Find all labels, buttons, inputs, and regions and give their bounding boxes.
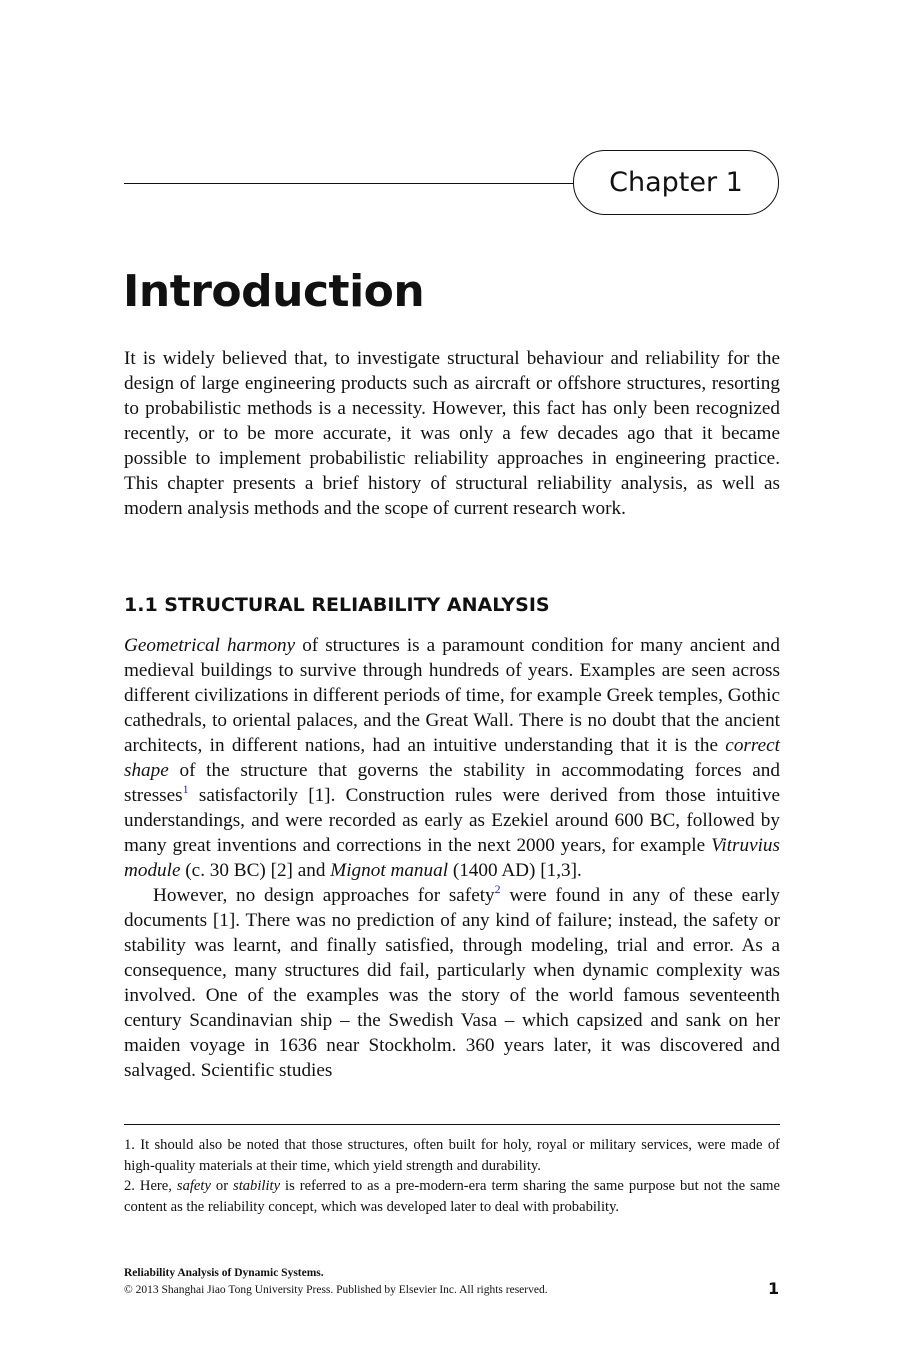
- text-segment: Vitruvius module: [124, 835, 780, 881]
- footnote-marker[interactable]: 2: [494, 882, 501, 896]
- chapter-label-box: [573, 150, 779, 215]
- footnote-1: [124, 1135, 780, 1176]
- text-segment: (c. 30 BC) [2] and: [180, 860, 331, 881]
- chapter-title: Introduction: [123, 266, 425, 317]
- text-segment: were found in any of these early documents [1]. There was no prediction of any kind of failure; instead, the safety or stability was learnt, and finally satisfied, through modeling, trial and error. As a consequence, many structures did fail, particularly when dynamic complexity was involved. One of the examples was the story of the world famous seventeenth century Scandinavian ship – the Swedish Vasa – which capsized and sank on her maiden voyage in 1636 near Stockholm. 360 years later, it was discovered and salvaged. Scientific studies: [124, 885, 780, 1081]
- text-segment: Geometrical harmony: [124, 635, 296, 656]
- text-segment: correct shape: [124, 735, 780, 781]
- text-segment: (1400 AD) [1,3].: [448, 860, 582, 881]
- chapter-label: Chapter 1: [609, 167, 743, 198]
- section-body: [124, 633, 780, 1083]
- text-segment: satisfactorily [1]. Construction rules were derived from those intuitive understandings, and were recorded as early as Ezekiel around 600 BC, followed by many great inventions and corrections in the next 2000 years, for example: [124, 785, 780, 856]
- intro-paragraph: [124, 346, 780, 521]
- text-segment: stability: [233, 1178, 281, 1194]
- footnote-rule: [124, 1124, 780, 1125]
- text-segment: or: [210, 1178, 234, 1194]
- footnote-2: [124, 1176, 780, 1217]
- text-segment: 2. Here,: [124, 1178, 177, 1194]
- footnote-marker[interactable]: 1: [182, 782, 189, 796]
- section-heading: 1.1 STRUCTURAL RELIABILITY ANALYSIS: [124, 594, 550, 616]
- text-segment: 1. It should also be noted that those structures, often built for holy, royal or military services, were made of high-quality materials at their time, which yield strength and durability.: [124, 1137, 780, 1174]
- text-segment: is referred to as a pre-modern-era term sharing the same purpose but not the same content as the reliability concept, which was developed later to deal with probability.: [124, 1178, 780, 1215]
- page-number: 1: [768, 1279, 780, 1298]
- section-paragraph-2: [124, 883, 780, 1083]
- text-segment: of the structure that governs the stability in accommodating forces and stresses: [124, 760, 780, 806]
- text-segment: It is widely believed that, to investigate structural behaviour and reliability for the design of large engineering products such as aircraft or offshore structures, resorting to probabilistic methods is a necessity. However, this fact has only been recognized recently, or to be more accurate, it was only a few decades ago that it became possible to implement probabilistic reliability approaches in engineering practice. This chapter presents a brief history of structural reliability analysis, as well as modern analysis methods and the scope of current research work.: [124, 348, 780, 519]
- book-title: Reliability Analysis of Dynamic Systems.: [124, 1267, 324, 1279]
- text-segment: safety: [176, 1178, 211, 1194]
- chapter-rule: [124, 183, 574, 184]
- text-segment: However, no design approaches for safety: [153, 885, 495, 906]
- text-segment: of structures is a paramount condition for many ancient and medieval buildings to survive through hundreds of years. Examples are seen across different civilizations in different periods of time, for example Greek temples, Gothic cathedrals, to oriental palaces, and the Great Wall. There is no doubt that the ancient architects, in different nations, had an intuitive understanding that it is the: [124, 635, 780, 756]
- copyright-notice: © 2013 Shanghai Jiao Tong University Press. Published by Elsevier Inc. All rights reserved.: [124, 1284, 548, 1296]
- section-paragraph-1: [124, 633, 780, 883]
- text-segment: Mignot manual: [330, 860, 449, 881]
